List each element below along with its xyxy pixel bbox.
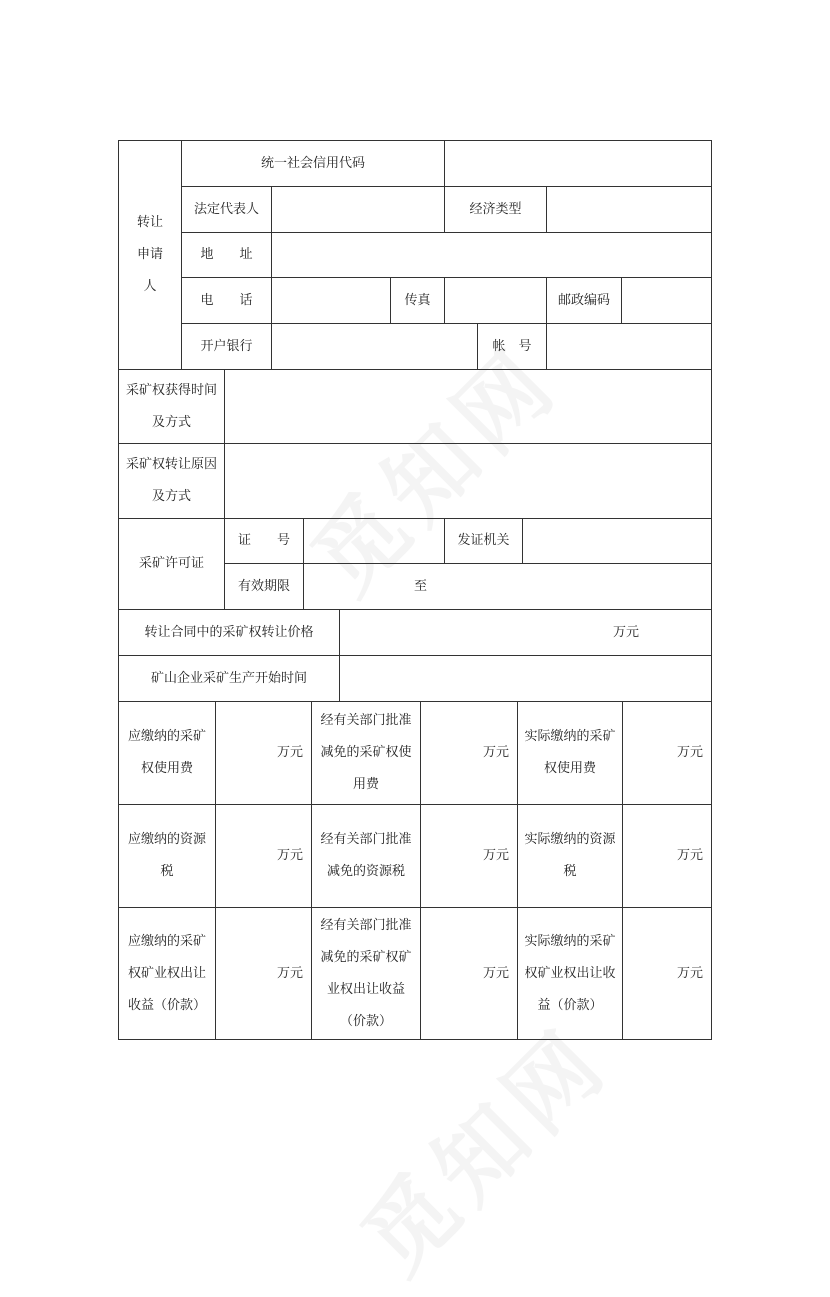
validity-to: 至 xyxy=(414,578,428,594)
price-unit: 万元 xyxy=(612,624,639,640)
tax-actual-field[interactable] xyxy=(622,804,712,908)
applicant-section-label: 转让 申请 人 xyxy=(118,140,182,370)
price-field[interactable] xyxy=(339,609,712,656)
proceeds-due-field[interactable] xyxy=(215,907,312,1040)
start-time-label: 矿山企业采矿生产开始时间 xyxy=(118,655,340,702)
proceeds-due-label: 应缴纳的采矿权矿业权出让收益（价款） xyxy=(118,907,216,1040)
bank-field[interactable] xyxy=(271,323,478,370)
postcode-label: 邮政编码 xyxy=(546,277,622,324)
unit: 万元 xyxy=(276,965,303,981)
start-time-field[interactable] xyxy=(339,655,712,702)
validity-field[interactable] xyxy=(303,563,712,610)
unit: 万元 xyxy=(482,965,509,981)
license-number-label: 证 号 xyxy=(224,518,304,564)
tax-reduced-label: 经有关部门批准减免的资源税 xyxy=(311,804,421,908)
account-label: 帐 号 xyxy=(477,323,547,370)
issuer-label: 发证机关 xyxy=(444,518,523,564)
bank-label: 开户银行 xyxy=(181,323,272,370)
proceeds-reduced-field[interactable] xyxy=(420,907,518,1040)
fee-reduced-label: 经有关部门批准减免的采矿权使用费 xyxy=(311,701,421,805)
unit: 万元 xyxy=(276,745,303,760)
postcode-field[interactable] xyxy=(621,277,712,324)
proceeds-actual-field[interactable] xyxy=(622,907,712,1040)
proceeds-actual-label: 实际缴纳的采矿权矿业权出让收益（价款） xyxy=(517,907,623,1040)
tax-due-field[interactable] xyxy=(215,804,312,908)
fee-reduced-field[interactable] xyxy=(420,701,518,805)
acquisition-label: 采矿权获得时间及方式 xyxy=(118,369,225,444)
fax-field[interactable] xyxy=(444,277,547,324)
phone-field[interactable] xyxy=(271,277,391,324)
tax-reduced-field[interactable] xyxy=(420,804,518,908)
tax-due-label: 应缴纳的资源税 xyxy=(118,804,216,908)
economic-type-field[interactable] xyxy=(546,186,712,233)
phone-label: 电 话 xyxy=(181,277,272,324)
legal-rep-field[interactable] xyxy=(271,186,445,233)
issuer-field[interactable] xyxy=(522,518,712,564)
unit: 万元 xyxy=(276,848,303,863)
unit: 万元 xyxy=(482,848,509,863)
unit: 万元 xyxy=(676,965,703,981)
unit: 万元 xyxy=(676,848,703,863)
license-number-field[interactable] xyxy=(303,518,445,564)
fee-actual-field[interactable] xyxy=(622,701,712,805)
legal-rep-label: 法定代表人 xyxy=(181,186,272,233)
fee-actual-label: 实际缴纳的采矿权使用费 xyxy=(517,701,623,805)
account-field[interactable] xyxy=(546,323,712,370)
acquisition-field[interactable] xyxy=(224,369,712,444)
transfer-reason-field[interactable] xyxy=(224,443,712,519)
economic-type-label: 经济类型 xyxy=(444,186,547,233)
price-label: 转让合同中的采矿权转让价格 xyxy=(118,609,340,656)
fee-due-label: 应缴纳的采矿权使用费 xyxy=(118,701,216,805)
fax-label: 传真 xyxy=(390,277,445,324)
address-label: 地 址 xyxy=(181,232,272,278)
fee-due-field[interactable] xyxy=(215,701,312,805)
tax-actual-label: 实际缴纳的资源税 xyxy=(517,804,623,908)
validity-label: 有效期限 xyxy=(224,563,304,610)
unit: 万元 xyxy=(482,745,509,760)
proceeds-reduced-label: 经有关部门批准减免的采矿权矿业权出让收益（价款） xyxy=(311,907,421,1040)
unit: 万元 xyxy=(676,745,703,760)
credit-code-label: 统一社会信用代码 xyxy=(181,140,445,187)
license-label: 采矿许可证 xyxy=(118,518,225,610)
transfer-reason-label: 采矿权转让原因及方式 xyxy=(118,443,225,519)
credit-code-field[interactable] xyxy=(444,140,712,187)
address-field[interactable] xyxy=(271,232,712,278)
